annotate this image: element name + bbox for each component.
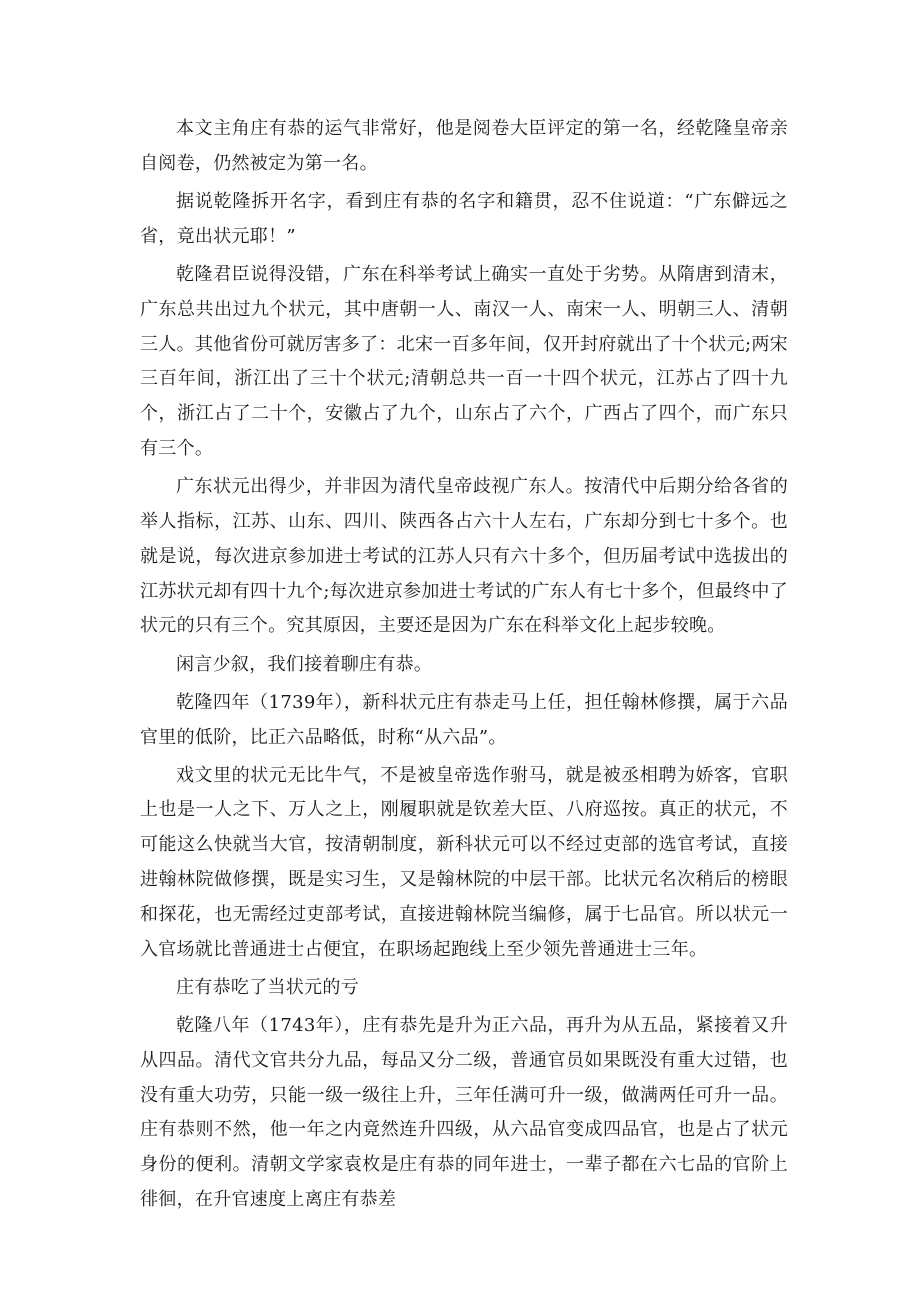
paragraph-6: 乾隆四年（1739年），新科状元庄有恭走马上任，担任翰林修撰，属于六品官里的低阶，比正六品略低，时称“从六品”。 bbox=[140, 691, 788, 748]
paragraph-1: 本文主角庄有恭的运气非常好，他是阅卷大臣评定的第一名，经乾隆皇帝亲自阅卷，仍然被定为第一名。 bbox=[140, 118, 788, 174]
paragraph-4: 广东状元出得少，并非因为清代皇帝歧视广东人。按清代中后期分给各省的举人指标，江苏、山东、四川、陕西各占六十人左右，广东却分到七十多个。也就是说，每次进京参加进士考试的江苏人只有六十多个，但历届考试中选拔出的江苏状元却有四十九个;每次进京参加进士考试的广东人有七十多个，但最终中了状元的只有三个。究其原因，主要还是因为广东在科举文化上起步较晚。 bbox=[140, 476, 788, 637]
paragraph-9: 乾隆八年（1743年），庄有恭先是升为正六品，再升为从五品，紧接着又升从四品。清代文官共分九品，每品又分二级，普通官员如果既没有重大过错，也没有重大功劳，只能一级一级往上升，三年任满可升一级，做满两任可升一品。庄有恭则不然，他一年之内竟然连升四级，从六品官变成四品官，也是占了状元身份的便利。清朝文学家袁枚是庄有恭的同年进士，一辈子都在六七品的官阶上徘徊，在升官速度上离庄有恭差 bbox=[140, 1015, 788, 1211]
paragraph-5: 闲言少叙，我们接着聊庄有恭。 bbox=[176, 653, 433, 675]
paragraph-7: 戏文里的状元无比牛气，不是被皇帝选作驸马，就是被丞相聘为娇客，官职上也是一人之下、万人之上，刚履职就是钦差大臣、八府巡按。真正的状元，不可能这么快就当大官，按清朝制度，新科状元可以不经过吏部的选官考试，直接进翰林院做修撰，既是实习生，又是翰林院的中层干部。比状元名次稍后的榜眼和探花，也无需经过吏部考试，直接进翰林院当编修，属于七品官。所以状元一入官场就比普通进士占便宜，在职场起跑线上至少领先普通进士三年。 bbox=[140, 764, 788, 960]
paragraph-2: 据说乾隆拆开名字，看到庄有恭的名字和籍贯，忍不住说道：“广东僻远之省，竟出状元耶！” bbox=[140, 190, 788, 247]
section-heading: 庄有恭吃了当状元的亏 bbox=[176, 976, 359, 998]
article-body bbox=[140, 112, 788, 1221]
paragraph-3: 乾隆君臣说得没错，广东在科举考试上确实一直处于劣势。从隋唐到清末，广东总共出过九个状元，其中唐朝一人、南汉一人、南宋一人、明朝三人、清朝三人。其他省份可就厉害多了：北宋一百多年间，仅开封府就出了十个状元;两宋三百年间，浙江出了三十个状元;清朝总共一百一十四个状元，江苏占了四十九个，浙江占了二十个，安徽占了九个，山东占了六个，广西占了四个，而广东只有三个。 bbox=[140, 263, 788, 459]
